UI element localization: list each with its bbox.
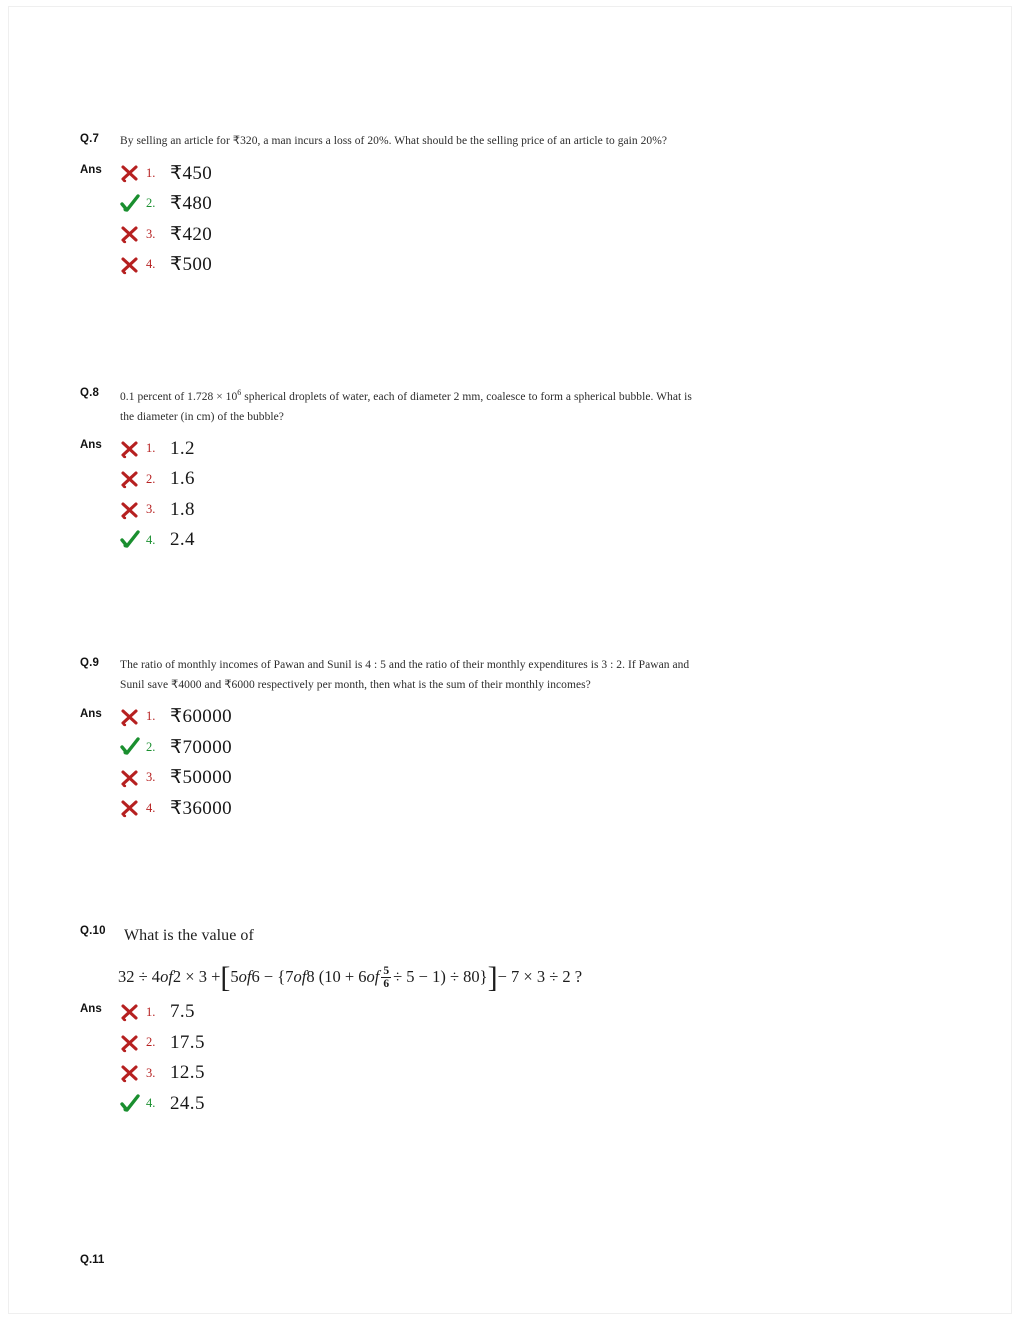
question-header-q7 <box>80 132 700 152</box>
formula-of4: of <box>366 966 380 986</box>
question-block-q7 <box>80 132 700 280</box>
question-number-q11: Q.11 <box>80 1254 105 1266</box>
cross-icon <box>120 500 146 520</box>
answers-q10 <box>80 997 700 1119</box>
option-row[interactable] <box>120 464 700 495</box>
option-row[interactable] <box>120 763 700 794</box>
option-list-q9 <box>120 702 700 824</box>
option-text: 17.5 <box>170 1031 205 1053</box>
formula-of3: of <box>293 966 307 986</box>
question-number-q10: Q.10 <box>80 925 106 937</box>
option-number: 2. <box>146 1035 156 1050</box>
cross-icon <box>120 224 146 244</box>
fraction-denominator: 6 <box>383 978 390 991</box>
option-row[interactable] <box>120 1058 700 1089</box>
cross-icon <box>120 1033 146 1053</box>
question-text-q10: What is the value of <box>124 927 254 944</box>
ans-label-q10: Ans <box>80 1003 102 1016</box>
option-row[interactable] <box>120 793 700 824</box>
fraction <box>381 965 391 990</box>
option-number: 1. <box>146 1004 156 1019</box>
question-number-q7: Q.7 <box>80 133 100 145</box>
option-number: 3. <box>146 770 156 785</box>
question-block-q8 <box>80 386 700 555</box>
option-number: 1. <box>146 709 156 724</box>
option-row[interactable] <box>120 525 700 556</box>
question-block-q9 <box>80 656 700 824</box>
option-text: 1.8 <box>170 498 195 520</box>
option-number: 1. <box>146 441 156 456</box>
option-number: 3. <box>146 502 156 517</box>
formula-seg7: − 7 × 3 ÷ 2 ? <box>497 966 583 986</box>
ans-label-q9: Ans <box>80 707 102 720</box>
option-row[interactable] <box>120 433 700 464</box>
formula-of1: of <box>160 966 173 986</box>
option-row[interactable] <box>120 249 700 280</box>
formula-seg6: ÷ 5 − 1) ÷ 80} <box>393 966 488 986</box>
ans-label-q7: Ans <box>80 163 102 176</box>
question-text-q9: The ratio of monthly incomes of Pawan and Sunil is 4 : 5 and the ratio of their monthly expenditures is 3 : 2. If Pawan and Sunil save ₹4000 and ₹6000 respectively per month, then what is the sum of their monthly incomes? <box>120 659 690 691</box>
option-row[interactable] <box>120 219 700 250</box>
option-text: ₹420 <box>170 223 213 245</box>
question-block-q10 <box>80 924 700 1119</box>
question-header-q10 <box>80 924 700 948</box>
option-text: 7.5 <box>170 1001 195 1023</box>
option-text: ₹480 <box>170 193 213 215</box>
option-text: ₹500 <box>170 254 213 276</box>
question-header-q8 <box>80 386 700 427</box>
option-text: 24.5 <box>170 1092 205 1114</box>
question-text-q7: By selling an article for ₹320, a man incurs a loss of 20%. What should be the selling price of an article to gain 20%? <box>120 135 668 147</box>
option-number: 2. <box>146 471 156 486</box>
cross-icon <box>120 439 146 459</box>
option-row[interactable] <box>120 702 700 733</box>
option-number: 2. <box>146 196 156 211</box>
option-number: 4. <box>146 800 156 815</box>
option-list-q10 <box>120 997 700 1119</box>
question-number-q9: Q.9 <box>80 657 100 669</box>
option-row[interactable] <box>120 158 700 189</box>
question-number-q8: Q.8 <box>80 387 100 399</box>
formula-seg2: 2 × 3 + <box>172 966 221 986</box>
option-row[interactable] <box>120 997 700 1028</box>
option-list-q7 <box>120 158 700 280</box>
option-number: 4. <box>146 532 156 547</box>
exponent: 6 <box>237 388 242 397</box>
option-text: ₹50000 <box>170 767 232 789</box>
cross-icon <box>120 768 146 788</box>
cross-icon <box>120 798 146 818</box>
question-text-q8 <box>120 386 700 427</box>
ans-label-q8: Ans <box>80 439 102 452</box>
option-row[interactable] <box>120 494 700 525</box>
question-header-q9 <box>80 656 700 696</box>
fraction-numerator: 5 <box>383 965 390 977</box>
cross-icon <box>120 1002 146 1022</box>
answers-q8 <box>80 433 700 555</box>
question-text-part1: 0.1 percent of 1.728 × 10 <box>120 390 238 403</box>
option-row[interactable] <box>120 732 700 763</box>
option-text: 1.2 <box>170 437 195 459</box>
math-expression-q10: 32 ÷ 4 of 2 × 3 + [ 5 of 6 − {7 of 8 (10 + 6 of $\frac{5}{6}$ ÷ 5 − 1) ÷ 80} ] − 7 × 3 ÷ 2 ? <box>118 960 583 994</box>
option-list-q8 <box>120 433 700 555</box>
formula-seg3: 5 <box>230 966 239 986</box>
check-icon <box>120 530 146 550</box>
cross-icon <box>120 255 146 275</box>
option-text: ₹60000 <box>170 706 232 728</box>
cross-icon <box>120 707 146 727</box>
answers-q7 <box>80 158 700 280</box>
option-number: 4. <box>146 1096 156 1111</box>
formula-seg1: 32 ÷ 4 <box>118 966 161 986</box>
formula-seg4: 6 − {7 <box>251 966 294 986</box>
option-number: 4. <box>146 257 156 272</box>
option-text: ₹70000 <box>170 736 232 758</box>
cross-icon <box>120 469 146 489</box>
option-row[interactable] <box>120 188 700 219</box>
option-text: 1.6 <box>170 468 195 490</box>
cross-icon <box>120 1063 146 1083</box>
check-icon <box>120 737 146 757</box>
check-icon <box>120 194 146 214</box>
option-number: 3. <box>146 226 156 241</box>
formula-of2: of <box>238 966 252 986</box>
option-number: 3. <box>146 1065 156 1080</box>
answers-q9 <box>80 702 700 824</box>
formula-seg5: 8 (10 + 6 <box>306 966 367 986</box>
option-text: 12.5 <box>170 1062 205 1084</box>
option-text: 2.4 <box>170 529 195 551</box>
option-row[interactable] <box>120 1089 700 1120</box>
check-icon <box>120 1094 146 1114</box>
option-number: 1. <box>146 165 156 180</box>
option-text: ₹450 <box>170 162 213 184</box>
question-text-part2: spherical droplets of water, each of diameter 2 mm, coalesce to form a spherical bubble. What is the diameter (in cm) of the bubble? <box>120 390 692 423</box>
option-row[interactable] <box>120 1028 700 1059</box>
option-text: ₹36000 <box>170 797 232 819</box>
cross-icon <box>120 163 146 183</box>
option-number: 2. <box>146 739 156 754</box>
